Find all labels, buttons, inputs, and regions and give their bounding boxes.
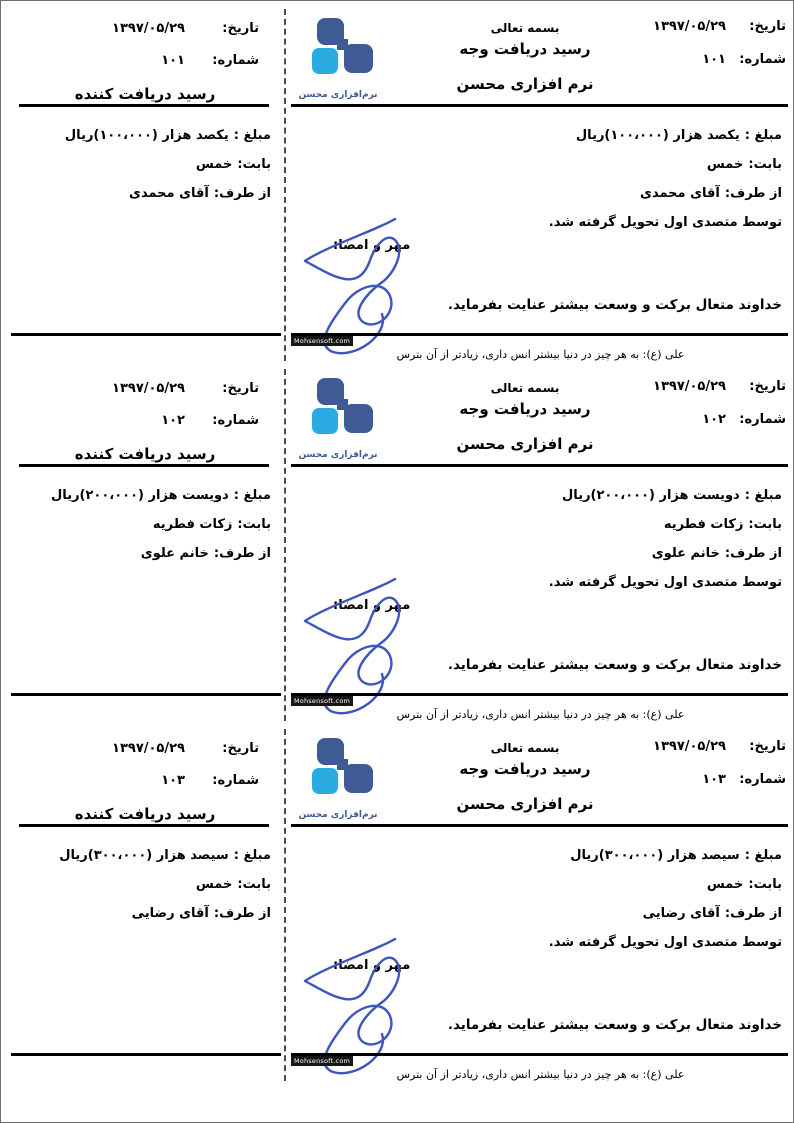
reason-label: بابت: [748, 877, 782, 892]
bismillah-text: بسمه تعالی [490, 741, 560, 755]
date-value: ۱۳۹۷/۰۵/۲۹ [112, 381, 185, 396]
amount-value: سیصد هزار (۳۰۰،۰۰۰)ریال [570, 848, 740, 863]
receipt-section-3 [1, 729, 793, 1087]
website-badge: Mohsensoft.com [291, 1056, 353, 1066]
from-label: از طرف: [213, 186, 271, 201]
from-label: از طرف: [213, 546, 271, 561]
blessing-text: خداوند متعال برکت و وسعت بیشتر عنایت بفرماید. [447, 1017, 782, 1033]
main-titles [435, 21, 615, 93]
number-label: شماره: [739, 412, 786, 427]
stub-divider-dashed-line [284, 729, 286, 1081]
date-label: تاریخ: [749, 379, 786, 394]
stub-header-rule [19, 824, 269, 827]
receipt-stub [9, 9, 281, 367]
number-value: ۱۰۱ [702, 52, 726, 67]
company-name: نرم افزاری محسن [456, 795, 594, 813]
main-meta [618, 19, 786, 85]
reason-label: بابت: [237, 157, 271, 172]
logo-wordmark: نرم‌افزاری محسن [298, 450, 378, 460]
date-label: تاریخ: [749, 739, 786, 754]
blessing-text: خداوند متعال برکت و وسعت بیشتر عنایت بفرماید. [447, 297, 782, 313]
main-header-rule [291, 104, 788, 107]
date-value: ۱۳۹۷/۰۵/۲۹ [112, 741, 185, 756]
amount-label: مبلغ : [233, 128, 271, 143]
main-number-row [618, 52, 786, 67]
number-value: ۱۰۳ [702, 772, 726, 787]
logo-wordmark: نرم‌افزاری محسن [298, 810, 378, 820]
main-header-rule [291, 824, 788, 827]
from-label: از طرف: [724, 186, 782, 201]
receipt-stub [9, 729, 281, 1087]
number-label: شماره: [739, 772, 786, 787]
main-meta [618, 379, 786, 445]
footer-quote: علی (ع): به هر چیز در دنیا بیشتر انس داری، زیادتر از آن بترس [396, 348, 685, 361]
company-name: نرم افزاری محسن [456, 435, 594, 453]
stub-body [51, 481, 271, 568]
date-label: تاریخ: [222, 741, 259, 756]
amount-label: مبلغ : [233, 488, 271, 503]
amount-label: مبلغ : [744, 128, 782, 143]
receipt-main [291, 729, 790, 1087]
number-label: شماره: [739, 52, 786, 67]
main-date-row [618, 379, 786, 394]
receipt-stub [9, 369, 281, 727]
number-value: ۱۰۲ [161, 413, 185, 428]
stub-meta [24, 741, 259, 805]
stub-number-row [24, 773, 259, 788]
receipt-section-2 [1, 369, 793, 727]
receipt-main [291, 9, 790, 367]
main-titles [435, 741, 615, 813]
logo-mark-icon [300, 377, 376, 445]
reason-value: زکات فطریه [663, 517, 744, 532]
stub-date-row [24, 21, 259, 36]
amount-line [65, 121, 271, 150]
from-label: از طرف: [724, 906, 782, 921]
from-line [51, 539, 271, 568]
main-bottom-rule [291, 693, 788, 696]
document-title: رسید دریافت وجه [459, 40, 591, 58]
number-value: ۱۰۲ [702, 412, 726, 427]
amount-label: مبلغ : [744, 848, 782, 863]
main-number-row [618, 412, 786, 427]
document-title: رسید دریافت وجه [459, 760, 591, 778]
reason-line [59, 870, 271, 899]
stub-body [65, 121, 271, 208]
amount-value: یکصد هزار (۱۰۰،۰۰۰)ریال [575, 128, 740, 143]
from-value: خانم علوی [651, 546, 720, 561]
delivered-line: توسط متصدی اول تحویل گرفته شد. [548, 215, 782, 230]
main-date-row [618, 739, 786, 754]
amount-value: دویست هزار (۲۰۰،۰۰۰)ریال [562, 488, 740, 503]
amount-line [549, 481, 782, 510]
number-label: شماره: [212, 773, 259, 788]
stub-divider-dashed-line [284, 369, 286, 721]
main-meta [618, 739, 786, 805]
from-value: آقای رضایی [131, 906, 209, 921]
amount-line [549, 841, 782, 870]
from-value: آقای رضایی [642, 906, 720, 921]
main-bottom-rule [291, 333, 788, 336]
date-value: ۱۳۹۷/۰۵/۲۹ [653, 379, 726, 394]
receipt-main [291, 369, 790, 727]
logo-mark-icon [300, 17, 376, 85]
reason-line [51, 510, 271, 539]
bismillah-text: بسمه تعالی [490, 21, 560, 35]
amount-value: سیصد هزار (۳۰۰،۰۰۰)ریال [59, 848, 229, 863]
stub-bottom-rule [11, 333, 281, 336]
stub-number-row [24, 413, 259, 428]
document-title: رسید دریافت وجه [459, 400, 591, 418]
amount-value: دویست هزار (۲۰۰،۰۰۰)ریال [51, 488, 229, 503]
company-logo [297, 737, 379, 820]
from-label: از طرف: [724, 546, 782, 561]
reason-label: بابت: [748, 157, 782, 172]
from-line [549, 899, 782, 928]
stub-date-row [24, 381, 259, 396]
stub-date-row [24, 741, 259, 756]
from-line [59, 899, 271, 928]
blessing-text: خداوند متعال برکت و وسعت بیشتر عنایت بفرماید. [447, 657, 782, 673]
stamp-signature-label: مهر و امضا: [333, 958, 411, 973]
amount-value: یکصد هزار (۱۰۰،۰۰۰)ریال [64, 128, 229, 143]
stub-meta [24, 381, 259, 445]
main-body [549, 841, 782, 957]
stub-bottom-rule [11, 693, 281, 696]
footer-quote: علی (ع): به هر چیز در دنیا بیشتر انس داری، زیادتر از آن بترس [396, 708, 685, 721]
logo-mark-icon [300, 737, 376, 805]
number-value: ۱۰۳ [161, 773, 185, 788]
bismillah-text: بسمه تعالی [490, 381, 560, 395]
amount-label: مبلغ : [744, 488, 782, 503]
stub-body [59, 841, 271, 928]
date-value: ۱۳۹۷/۰۵/۲۹ [653, 19, 726, 34]
reason-value: خمس [706, 877, 744, 892]
reason-label: بابت: [237, 517, 271, 532]
amount-line [549, 121, 782, 150]
reason-line [549, 870, 782, 899]
from-value: خانم علوی [140, 546, 209, 561]
amount-label: مبلغ : [233, 848, 271, 863]
stub-title: رسید دریافت کننده [74, 445, 216, 463]
reason-label: بابت: [748, 517, 782, 532]
website-badge: Mohsensoft.com [291, 696, 353, 706]
reason-value: خمس [195, 877, 233, 892]
reason-line [549, 150, 782, 179]
number-label: شماره: [212, 413, 259, 428]
reason-value: خمس [195, 157, 233, 172]
stamp-signature-label: مهر و امضا: [333, 598, 411, 613]
reason-value: زکات فطریه [152, 517, 233, 532]
from-value: آقای محمدی [640, 186, 720, 201]
date-label: تاریخ: [222, 21, 259, 36]
company-name: نرم افزاری محسن [456, 75, 594, 93]
stub-title: رسید دریافت کننده [74, 805, 216, 823]
stub-divider-dashed-line [284, 9, 286, 361]
logo-wordmark: نرم‌افزاری محسن [298, 90, 378, 100]
stub-number-row [24, 53, 259, 68]
stub-meta [24, 21, 259, 85]
main-bottom-rule [291, 1053, 788, 1056]
stub-bottom-rule [11, 1053, 281, 1056]
receipt-section-1 [1, 9, 793, 367]
date-value: ۱۳۹۷/۰۵/۲۹ [653, 739, 726, 754]
date-label: تاریخ: [749, 19, 786, 34]
website-badge: Mohsensoft.com [291, 336, 353, 346]
stamp-signature-label: مهر و امضا: [333, 238, 411, 253]
main-date-row [618, 19, 786, 34]
reason-label: بابت: [237, 877, 271, 892]
stub-title: رسید دریافت کننده [74, 85, 216, 103]
from-line [549, 179, 782, 208]
reason-value: خمس [706, 157, 744, 172]
delivered-line: توسط متصدی اول تحویل گرفته شد. [548, 575, 782, 590]
number-value: ۱۰۱ [161, 53, 185, 68]
main-body [549, 481, 782, 597]
main-body [549, 121, 782, 237]
from-line [549, 539, 782, 568]
reason-line [549, 510, 782, 539]
company-logo [297, 377, 379, 460]
stub-header-rule [19, 464, 269, 467]
from-line [65, 179, 271, 208]
company-logo [297, 17, 379, 100]
main-titles [435, 381, 615, 453]
date-value: ۱۳۹۷/۰۵/۲۹ [112, 21, 185, 36]
from-value: آقای محمدی [129, 186, 209, 201]
reason-line [65, 150, 271, 179]
footer-quote: علی (ع): به هر چیز در دنیا بیشتر انس داری، زیادتر از آن بترس [396, 1068, 685, 1081]
amount-line [59, 841, 271, 870]
main-header-rule [291, 464, 788, 467]
delivered-line: توسط متصدی اول تحویل گرفته شد. [548, 935, 782, 950]
amount-line [51, 481, 271, 510]
number-label: شماره: [212, 53, 259, 68]
stub-header-rule [19, 104, 269, 107]
from-label: از طرف: [213, 906, 271, 921]
date-label: تاریخ: [222, 381, 259, 396]
main-number-row [618, 772, 786, 787]
